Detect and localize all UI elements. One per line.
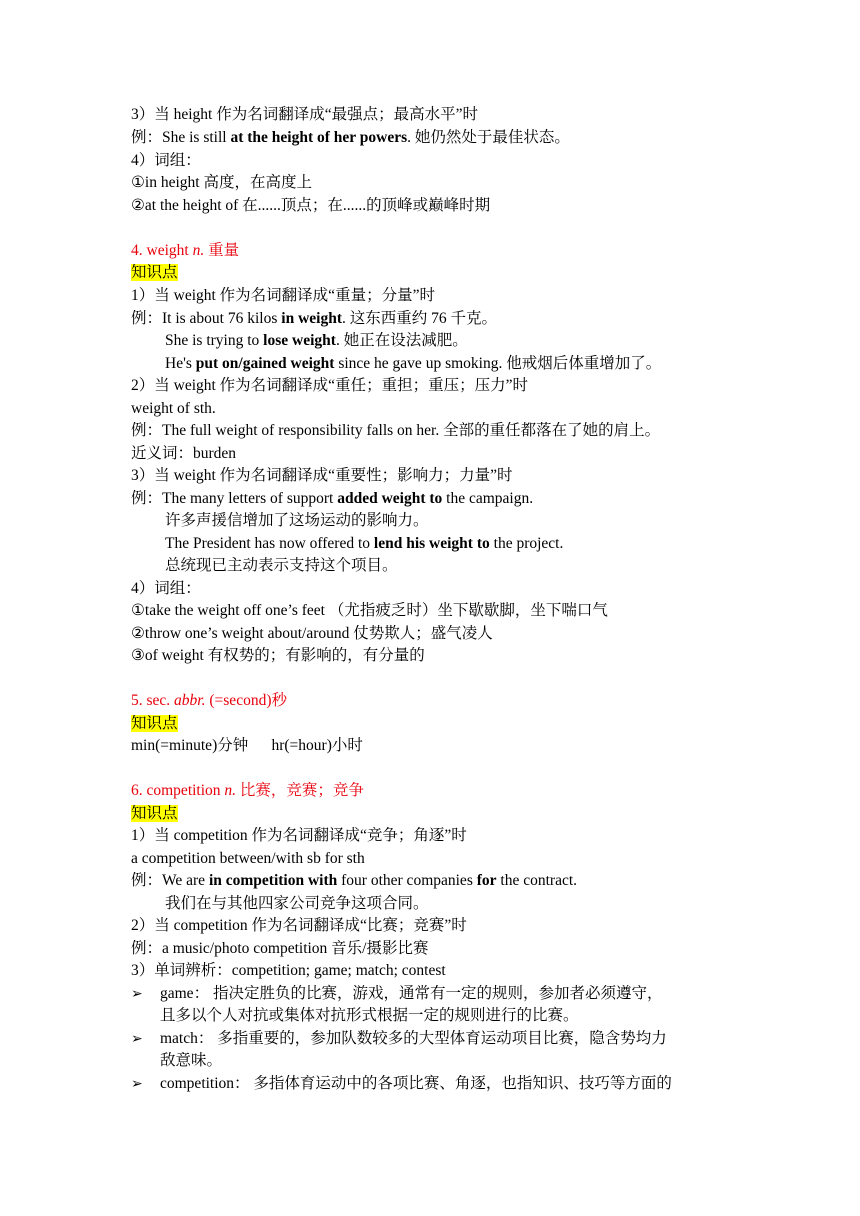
sec-knowledge-tag: 知识点 — [131, 715, 178, 732]
weight-phrase-3: ③of weight 有权势的；有影响的，有分量的 — [131, 647, 425, 664]
height-phrase-2: ②at the height of 在......顶点；在......的顶峰或巅峰时期 — [131, 197, 491, 214]
weight-example-1: 例：It is about 76 kilos in weight. 这东西重约 76 千克。 — [131, 310, 497, 327]
sec-heading: 5. sec. abbr. (=second)秒 — [131, 692, 287, 709]
competition-discrimination: 3）单词辨析：competition; game; match; contest — [131, 962, 446, 979]
weight-knowledge-tag: 知识点 — [131, 264, 178, 281]
weight-synonym: 近义词：burden — [131, 445, 237, 462]
weight-example-2: She is trying to lose weight. 她正在设法减肥。 — [165, 332, 468, 349]
weight-pattern: weight of sth. — [131, 400, 216, 417]
bullet-arrow-icon: ➢ — [131, 1076, 143, 1092]
competition-definition: competition： 多指体育运动中的各项比赛、角逐，也指知识、技巧等方面的 — [160, 1075, 672, 1092]
height-example-3: 例：She is still at the height of her powers. 她仍然处于最佳状态。 — [131, 129, 570, 146]
game-definition: game： 指决定胜负的比赛，游戏，通常有一定的规则，参加者必须遵守， — [160, 985, 663, 1002]
weight-heading: 4. weight n. 重量 — [131, 242, 240, 259]
height-phrases-label: 4）词组： — [131, 152, 201, 169]
weight-sense-1: 1）当 weight 作为名词翻译成“重量；分量”时 — [131, 287, 435, 304]
weight-phrases-label: 4）词组： — [131, 580, 201, 597]
height-sense-3: 3）当 height 作为名词翻译成“最强点；最高水平”时 — [131, 106, 479, 123]
weight-example-4: 例：The full weight of responsibility falls on her. 全部的重任都落在了她的肩上。 — [131, 422, 661, 439]
competition-example-2: 例：a music/photo competition 音乐/摄影比赛 — [131, 940, 429, 957]
height-phrase-1: ①in height 高度，在高度上 — [131, 174, 312, 191]
competition-example-1-translation: 我们在与其他四家公司竞争这项合同。 — [165, 895, 429, 912]
competition-heading: 6. competition n. 比赛，竞赛；竞争 — [131, 782, 364, 799]
competition-sense-2: 2）当 competition 作为名词翻译成“比赛；竞赛”时 — [131, 917, 467, 934]
bullet-arrow-icon: ➢ — [131, 986, 143, 1002]
competition-sense-1: 1）当 competition 作为名词翻译成“竞争；角逐”时 — [131, 827, 467, 844]
match-definition: match： 多指重要的，参加队数较多的大型体育运动项目比赛，隐含势均力 — [160, 1030, 667, 1047]
sec-related: min(=minute)分钟 hr(=hour)小时 — [131, 737, 363, 754]
weight-sense-3: 3）当 weight 作为名词翻译成“重要性；影响力；力量”时 — [131, 467, 513, 484]
bullet-arrow-icon: ➢ — [131, 1031, 143, 1047]
game-definition-cont: 且多以个人对抗或集体对抗形式根据一定的规则进行的比赛。 — [160, 1007, 579, 1024]
competition-pattern: a competition between/with sb for sth — [131, 850, 365, 867]
weight-example-6-translation: 总统现已主动表示支持这个项目。 — [165, 557, 398, 574]
weight-sense-2: 2）当 weight 作为名词翻译成“重任；重担；重压；压力”时 — [131, 377, 528, 394]
weight-example-3: He's put on/gained weight since he gave up smoking. 他戒烟后体重增加了。 — [165, 355, 662, 372]
weight-example-5: 例：The many letters of support added weight to the campaign. — [131, 490, 534, 507]
weight-example-5-translation: 许多声援信增加了这场运动的影响力。 — [165, 512, 429, 529]
weight-phrase-1: ①take the weight off one’s feet （尤指疲乏时）坐下歇歇脚，坐下喘口气 — [131, 602, 608, 619]
competition-knowledge-tag: 知识点 — [131, 805, 178, 822]
match-definition-cont: 敌意味。 — [160, 1052, 223, 1069]
competition-example-1: 例：We are in competition with four other companies for the contract. — [131, 872, 578, 889]
weight-phrase-2: ②throw one’s weight about/around 仗势欺人；盛气凌人 — [131, 625, 493, 642]
weight-example-6: The President has now offered to lend his weight to the project. — [165, 535, 564, 552]
